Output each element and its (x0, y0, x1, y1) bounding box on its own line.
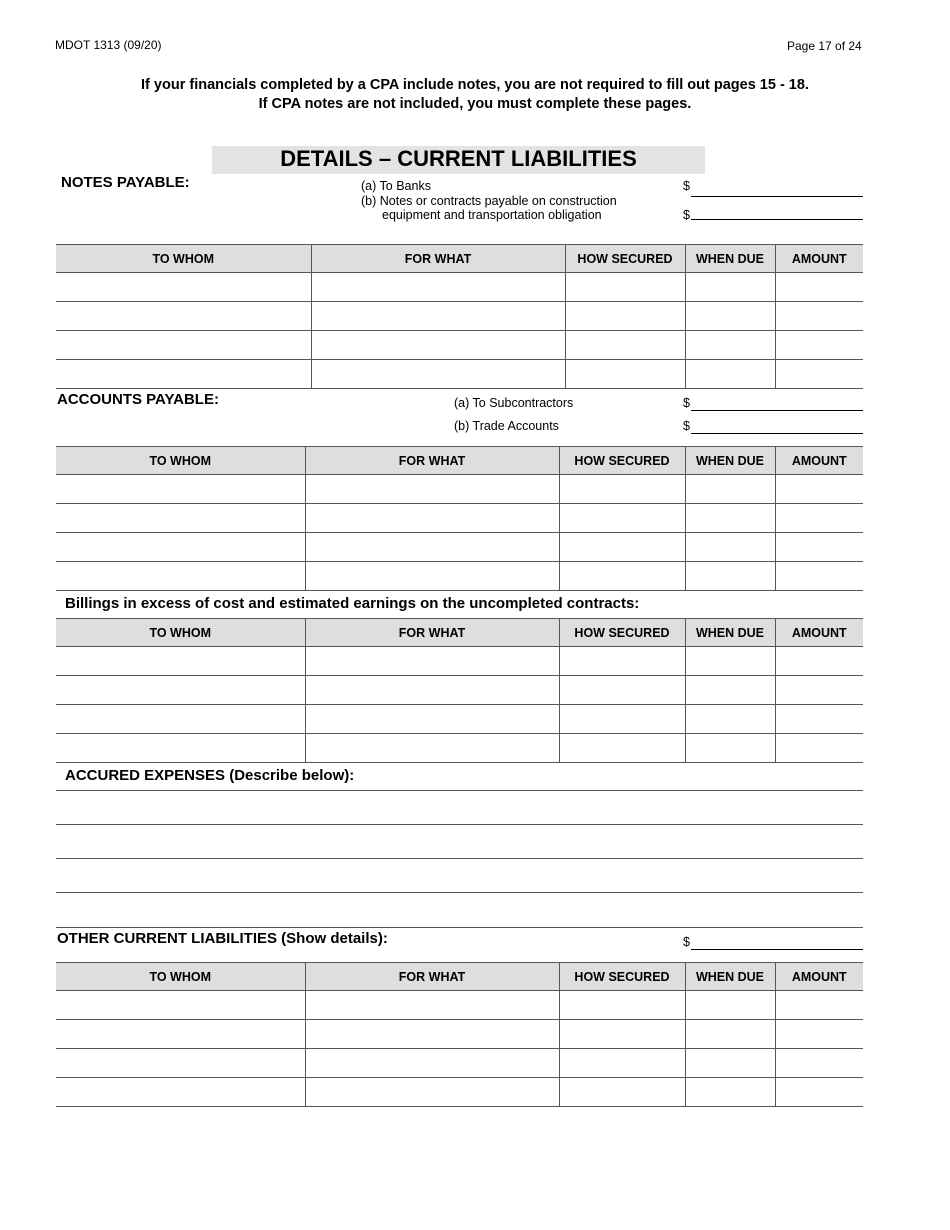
cell-for-what[interactable] (305, 734, 559, 763)
cell-for-what[interactable] (305, 676, 559, 705)
cell-for-what[interactable] (305, 562, 559, 591)
instruction-line-1: If your financials completed by a CPA include notes, you are not required to fill out pages 15 - 18. (141, 77, 809, 93)
amount-line (691, 196, 863, 197)
cell-to-whom[interactable] (56, 533, 305, 562)
cell-how-secured[interactable] (559, 647, 685, 676)
col-how-secured: HOW SECURED (559, 447, 685, 475)
table-header-row (56, 447, 863, 475)
col-when-due: WHEN DUE (685, 619, 775, 647)
cell-to-whom[interactable] (56, 705, 305, 734)
cell-when-due[interactable] (685, 331, 775, 360)
cell-amount[interactable] (775, 562, 863, 591)
table-row (56, 475, 863, 504)
currency-symbol: $ (683, 396, 690, 410)
col-amount: AMOUNT (775, 619, 863, 647)
table-row (56, 360, 863, 389)
table-header-row (56, 619, 863, 647)
table-row (56, 647, 863, 676)
cell-when-due[interactable] (685, 562, 775, 591)
cell-when-due[interactable] (685, 991, 775, 1020)
cell-amount[interactable] (775, 360, 863, 389)
col-for-what: FOR WHAT (305, 447, 559, 475)
table-row (56, 302, 863, 331)
form-id: MDOT 1313 (09/20) (55, 38, 162, 52)
cell-when-due[interactable] (685, 1020, 775, 1049)
col-when-due: WHEN DUE (685, 963, 775, 991)
cell-when-due[interactable] (685, 734, 775, 763)
cell-to-whom[interactable] (56, 676, 305, 705)
cell-amount[interactable] (775, 273, 863, 302)
cell-amount[interactable] (775, 647, 863, 676)
col-to-whom: TO WHOM (56, 447, 305, 475)
table-row (56, 734, 863, 763)
amount-line (691, 433, 863, 434)
cell-how-secured[interactable] (559, 562, 685, 591)
accounts-payable-subcontractors-amount[interactable] (683, 396, 690, 410)
cell-when-due[interactable] (685, 504, 775, 533)
accrued-line-5[interactable] (56, 927, 863, 928)
cell-how-secured[interactable] (559, 1078, 685, 1107)
cell-when-due[interactable] (685, 705, 775, 734)
cell-to-whom[interactable] (56, 302, 311, 331)
notes-payable-contracts-amount[interactable] (683, 208, 690, 222)
other-liabilities-table (56, 962, 863, 1107)
accrued-line-1[interactable] (56, 790, 863, 791)
instructions (0, 76, 950, 114)
cell-to-whom[interactable] (56, 647, 305, 676)
table-row (56, 273, 863, 302)
cell-amount[interactable] (775, 1049, 863, 1078)
cell-amount[interactable] (775, 533, 863, 562)
cell-for-what[interactable] (305, 504, 559, 533)
cell-to-whom[interactable] (56, 360, 311, 389)
cell-how-secured[interactable] (565, 273, 685, 302)
cell-for-what[interactable] (305, 647, 559, 676)
currency-symbol: $ (683, 179, 690, 193)
accounts-payable-trade-amount[interactable] (683, 419, 690, 433)
notes-payable-item-a: (a) To Banks (361, 179, 431, 193)
cell-how-secured[interactable] (565, 360, 685, 389)
cell-amount[interactable] (775, 475, 863, 504)
cell-amount[interactable] (775, 504, 863, 533)
col-to-whom: TO WHOM (56, 963, 305, 991)
notes-payable-item-b-line2: equipment and transportation obligation (382, 208, 602, 222)
cell-to-whom[interactable] (56, 1078, 305, 1107)
cell-for-what[interactable] (305, 475, 559, 504)
cell-for-what[interactable] (311, 331, 565, 360)
cell-when-due[interactable] (685, 1049, 775, 1078)
accrued-expenses-label: ACCURED EXPENSES (Describe below): (65, 767, 355, 784)
cell-amount[interactable] (775, 734, 863, 763)
cell-to-whom[interactable] (56, 1049, 305, 1078)
cell-when-due[interactable] (685, 647, 775, 676)
notes-payable-item-b-line1: (b) Notes or contracts payable on construction (361, 194, 617, 208)
billings-table (56, 618, 863, 763)
notes-payable-label: NOTES PAYABLE: (61, 174, 190, 191)
cell-amount[interactable] (775, 302, 863, 331)
other-liabilities-label: OTHER CURRENT LIABILITIES (Show details): (57, 930, 388, 947)
accrued-line-2[interactable] (56, 824, 863, 825)
accounts-payable-table (56, 446, 863, 591)
currency-symbol: $ (683, 208, 690, 222)
table-row (56, 331, 863, 360)
table-row (56, 533, 863, 562)
amount-line (691, 949, 863, 950)
cell-how-secured[interactable] (559, 1020, 685, 1049)
cell-how-secured[interactable] (559, 533, 685, 562)
cell-when-due[interactable] (685, 360, 775, 389)
col-when-due: WHEN DUE (685, 447, 775, 475)
cell-how-secured[interactable] (559, 475, 685, 504)
page-title: DETAILS – CURRENT LIABILITIES (280, 146, 637, 171)
cell-for-what[interactable] (305, 1049, 559, 1078)
cell-to-whom[interactable] (56, 475, 305, 504)
cell-to-whom[interactable] (56, 1020, 305, 1049)
cell-how-secured[interactable] (559, 504, 685, 533)
amount-line (691, 410, 863, 411)
col-how-secured: HOW SECURED (559, 619, 685, 647)
cell-how-secured[interactable] (565, 331, 685, 360)
cell-for-what[interactable] (311, 273, 565, 302)
cell-how-secured[interactable] (559, 676, 685, 705)
col-to-whom: TO WHOM (56, 619, 305, 647)
table-row (56, 504, 863, 533)
cell-to-whom[interactable] (56, 504, 305, 533)
currency-symbol: $ (683, 935, 690, 949)
table-row (56, 705, 863, 734)
col-amount: AMOUNT (775, 447, 863, 475)
col-for-what: FOR WHAT (305, 963, 559, 991)
cell-for-what[interactable] (311, 302, 565, 331)
amount-line (691, 219, 863, 220)
cell-how-secured[interactable] (559, 991, 685, 1020)
cell-to-whom[interactable] (56, 991, 305, 1020)
cell-for-what[interactable] (305, 1020, 559, 1049)
notes-payable-table (56, 244, 863, 389)
page-number: Page 17 of 24 (787, 39, 862, 53)
cell-amount[interactable] (775, 991, 863, 1020)
cell-how-secured[interactable] (559, 734, 685, 763)
cell-for-what[interactable] (305, 705, 559, 734)
table-row (56, 562, 863, 591)
cell-amount[interactable] (775, 331, 863, 360)
cell-how-secured[interactable] (559, 1049, 685, 1078)
table-row (56, 991, 863, 1020)
cell-amount[interactable] (775, 705, 863, 734)
cell-for-what[interactable] (305, 1078, 559, 1107)
notes-payable-banks-amount[interactable] (683, 179, 690, 193)
cell-to-whom[interactable] (56, 734, 305, 763)
accrued-line-4[interactable] (56, 892, 863, 893)
accounts-payable-item-b: (b) Trade Accounts (454, 419, 559, 433)
cell-when-due[interactable] (685, 533, 775, 562)
cell-when-due[interactable] (685, 273, 775, 302)
col-when-due: WHEN DUE (685, 245, 775, 273)
cell-amount[interactable] (775, 676, 863, 705)
col-how-secured: HOW SECURED (559, 963, 685, 991)
cell-to-whom[interactable] (56, 331, 311, 360)
col-for-what: FOR WHAT (305, 619, 559, 647)
accounts-payable-item-a: (a) To Subcontractors (454, 396, 574, 410)
cell-when-due[interactable] (685, 302, 775, 331)
col-to-whom: TO WHOM (56, 245, 311, 273)
col-how-secured: HOW SECURED (565, 245, 685, 273)
col-amount: AMOUNT (775, 963, 863, 991)
col-amount: AMOUNT (775, 245, 863, 273)
accounts-payable-label: ACCOUNTS PAYABLE: (57, 391, 219, 408)
cell-for-what[interactable] (305, 991, 559, 1020)
cell-amount[interactable] (775, 1078, 863, 1107)
col-for-what: FOR WHAT (311, 245, 565, 273)
billings-label: Billings in excess of cost and estimated earnings on the uncompleted contracts: (65, 595, 640, 612)
cell-when-due[interactable] (685, 676, 775, 705)
cell-amount[interactable] (775, 1020, 863, 1049)
table-row (56, 1078, 863, 1107)
cell-to-whom[interactable] (56, 562, 305, 591)
table-row (56, 1020, 863, 1049)
instruction-line-2: If CPA notes are not included, you must complete these pages. (258, 96, 692, 112)
cell-when-due[interactable] (685, 475, 775, 504)
cell-how-secured[interactable] (565, 302, 685, 331)
accrued-line-3[interactable] (56, 858, 863, 859)
cell-how-secured[interactable] (559, 705, 685, 734)
currency-symbol: $ (683, 419, 690, 433)
table-header-row (56, 963, 863, 991)
other-liabilities-amount[interactable] (683, 935, 690, 949)
cell-for-what[interactable] (305, 533, 559, 562)
cell-when-due[interactable] (685, 1078, 775, 1107)
table-row (56, 1049, 863, 1078)
table-row (56, 676, 863, 705)
cell-for-what[interactable] (311, 360, 565, 389)
cell-to-whom[interactable] (56, 273, 311, 302)
table-header-row (56, 245, 863, 273)
